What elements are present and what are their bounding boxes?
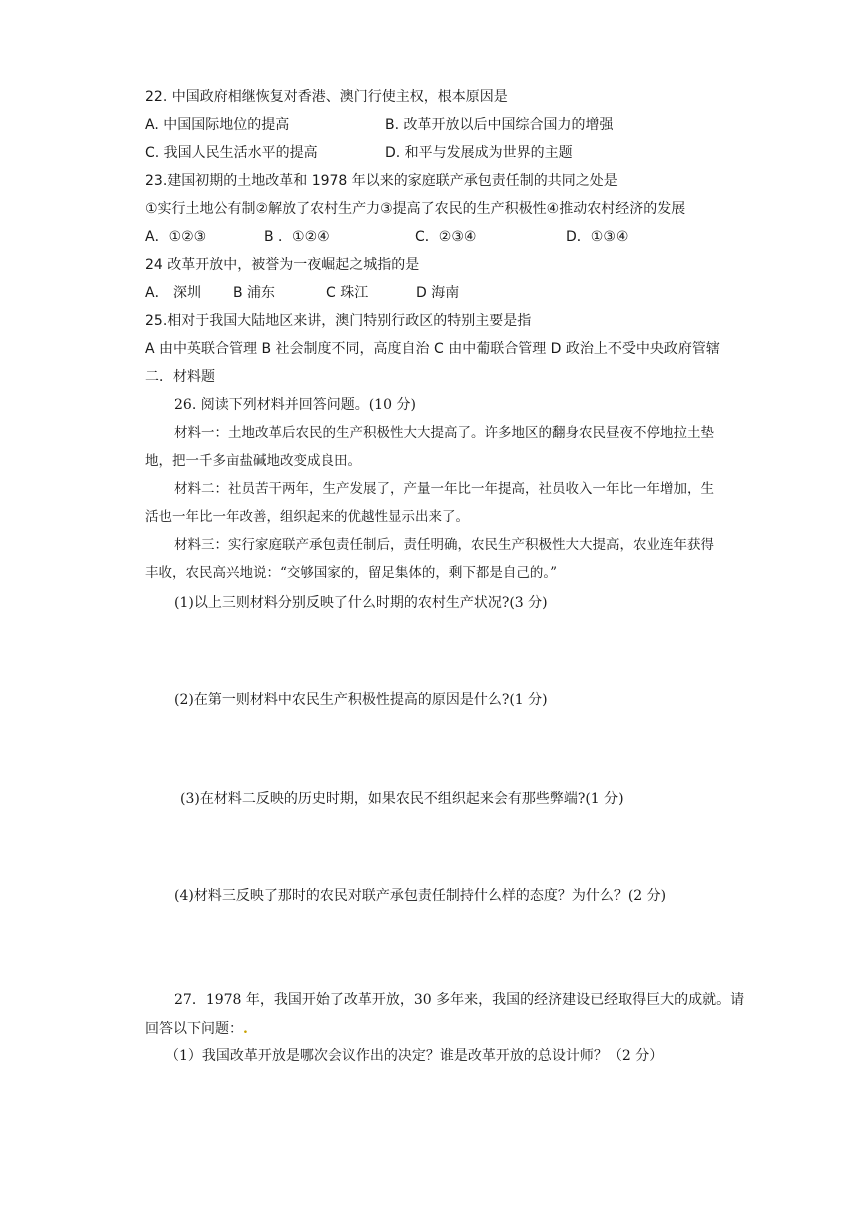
q22-option-b: B. 改革开放以后中国综合国力的增强 bbox=[385, 117, 614, 133]
q27-stem-line-2 bbox=[145, 1019, 248, 1039]
q26-material-2-line-1: 材料二：社员苦干两年，生产发展了，产量一年比一年提高，社员收入一年比一年增加，生 bbox=[174, 481, 714, 497]
q26-subquestion-2: (2)在第一则材料中农民生产积极性提高的原因是什么?(1 分) bbox=[174, 692, 548, 708]
q25-options: A 由中英联合管理 B 社会制度不同，高度自治 C 由中葡联合管理 D 政治上不受中央政府管辖 bbox=[145, 341, 720, 357]
q26-subquestion-4: (4)材料三反映了那时的农民对联产承包责任制持什么样的态度？为什么？(2 分) bbox=[174, 888, 667, 904]
q26-stem: 26. 阅读下列材料并回答问题。(10 分) bbox=[174, 397, 416, 413]
q23-option-a: A．①②③ bbox=[145, 229, 207, 245]
q27-mark: . bbox=[243, 1021, 248, 1037]
q26-material-1-line-1: 材料一：土地改革后农民的生产积极性大大提高了。许多地区的翻身农民昼夜不停地拉土垫 bbox=[174, 425, 714, 441]
q24-stem: 24 改革开放中，被誉为一夜崛起之城指的是 bbox=[145, 257, 420, 273]
q27-subquestion-1: （1）我国改革开放是哪次会议作出的决定？谁是改革开放的总设计师？（2 分） bbox=[165, 1048, 664, 1064]
q26-material-3-line-2: 丰收，农民高兴地说：“交够国家的，留足集体的，剩下都是自己的。” bbox=[145, 565, 558, 581]
q26-material-2-line-2: 活也一年比一年改善，组织起来的优越性显示出来了。 bbox=[145, 509, 469, 525]
q22-option-d: D. 和平与发展成为世界的主题 bbox=[385, 145, 573, 161]
q22-stem: 22. 中国政府相继恢复对香港、澳门行使主权，根本原因是 bbox=[145, 89, 508, 105]
q26-subquestion-1: (1)以上三则材料分别反映了什么时期的农村生产状况?(3 分) bbox=[174, 595, 548, 611]
q23-items: ①实行土地公有制②解放了农村生产力③提高了农民的生产积极性④推动农村经济的发展 bbox=[145, 201, 686, 217]
q27-stem-line-2-text: 回答以下问题： bbox=[145, 1021, 243, 1037]
q22-option-a: A. 中国国际地位的提高 bbox=[145, 117, 290, 133]
q26-subquestion-3: (3)在材料二反映的历史时期，如果农民不组织起来会有那些弊端?(1 分) bbox=[180, 791, 624, 807]
q27-stem-line-1: 27．1978 年，我国开始了改革开放，30 多年来，我国的经济建设已经取得巨大的成就。请 bbox=[174, 992, 745, 1008]
q22-option-c: C. 我国人民生活水平的提高 bbox=[145, 145, 318, 161]
q26-material-1-line-2: 地，把一千多亩盐碱地改变成良田。 bbox=[145, 453, 361, 469]
q24-option-c: C 珠江 bbox=[326, 285, 369, 301]
q24-option-b: B 浦东 bbox=[233, 285, 276, 301]
section-heading: 二．材料题 bbox=[145, 369, 215, 385]
q23-stem: 23.建国初期的土地改革和 1978 年以来的家庭联产承包责任制的共同之处是 bbox=[145, 173, 618, 189]
q24-option-a: A． 深圳 bbox=[145, 285, 202, 301]
q26-material-3-line-1: 材料三：实行家庭联产承包责任制后，责任明确，农民生产积极性大大提高，农业连年获得 bbox=[174, 537, 714, 553]
q24-option-d: D 海南 bbox=[416, 285, 460, 301]
q25-stem: 25.相对于我国大陆地区来讲，澳门特别行政区的特别主要是指 bbox=[145, 313, 532, 329]
q23-option-c: C．②③④ bbox=[415, 229, 477, 245]
q23-option-d: D．①③④ bbox=[566, 229, 629, 245]
q23-option-b: B ．①②④ bbox=[264, 229, 330, 245]
